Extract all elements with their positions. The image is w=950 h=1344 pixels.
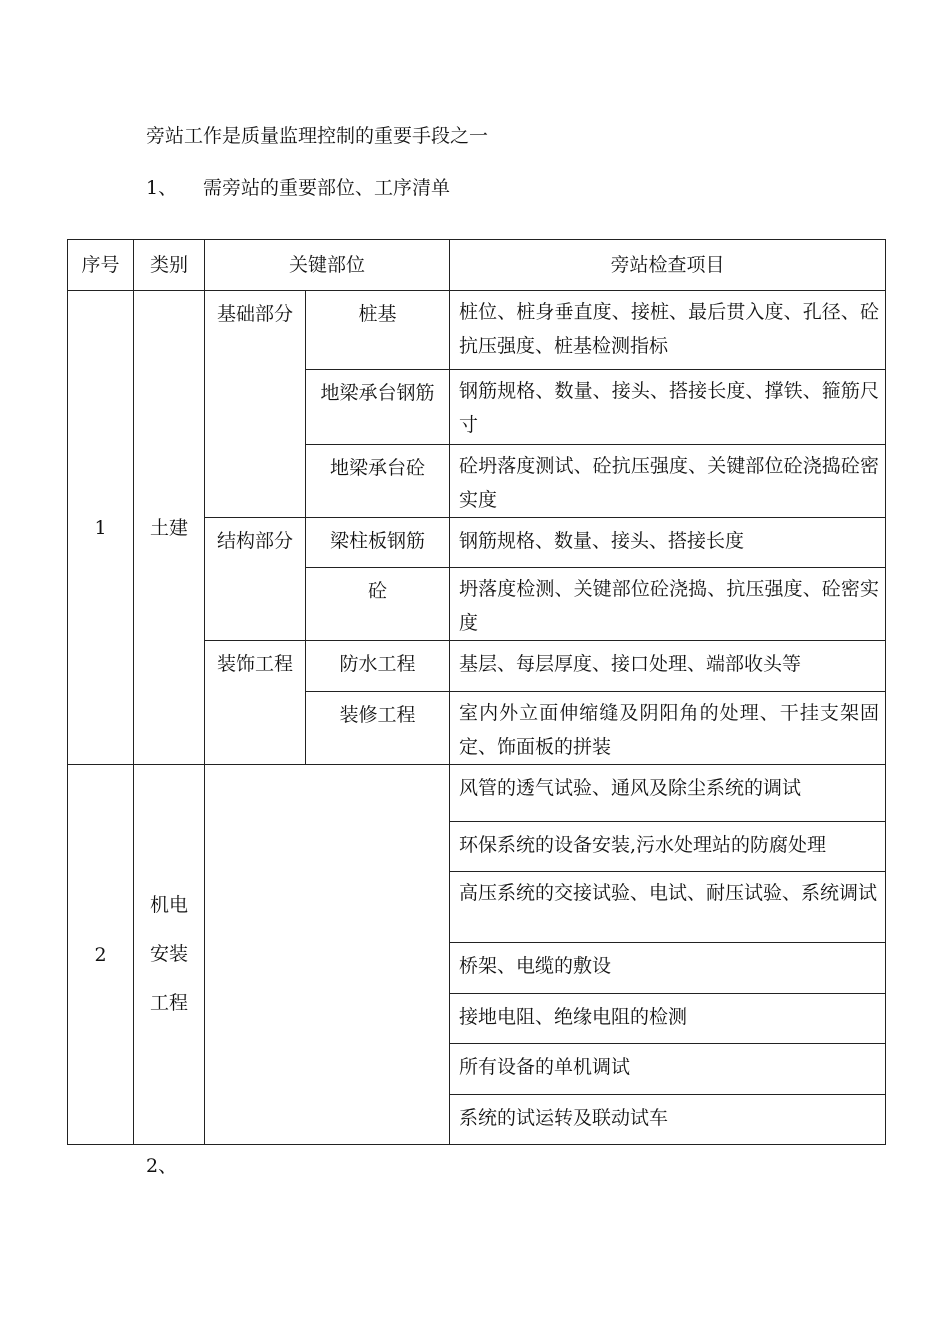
- group-1-category: 土建: [134, 291, 205, 765]
- group-2-key-part-empty: [205, 765, 450, 1145]
- subgroup-structure: 结构部分: [205, 518, 306, 641]
- inspection-items-cell: 室内外立面伸缩缝及阴阳角的处理、干挂支架固定、饰面板的拼装: [450, 692, 886, 765]
- key-part-cell: 梁柱板钢筋: [306, 518, 450, 568]
- inspection-items-cell: 风管的透气试验、通风及除尘系统的调试: [450, 765, 886, 822]
- key-part-cell: 装修工程: [306, 692, 450, 765]
- section-1-title: 需旁站的重要部位、工序清单: [203, 177, 451, 199]
- inspection-items-cell: 高压系统的交接试验、电试、耐压试验、系统调试: [450, 872, 886, 943]
- header-key-part: 关键部位: [205, 240, 450, 291]
- subgroup-decoration: 装饰工程: [205, 641, 306, 765]
- inspection-items-cell: 基层、每层厚度、接口处理、端部收头等: [450, 641, 886, 692]
- intro-paragraph: 旁站工作是质量监理控制的重要手段之一: [146, 125, 489, 147]
- table-header-row: [68, 240, 886, 291]
- table-row: [68, 291, 886, 370]
- inspection-items-cell: 坍落度检测、关键部位砼浇捣、抗压强度、砼密实度: [450, 568, 886, 641]
- inspection-items-cell: 所有设备的单机调试: [450, 1044, 886, 1095]
- inspection-items-cell: 钢筋规格、数量、接头、搭接长度、撑铁、箍筋尺寸: [450, 370, 886, 445]
- group-2-category-line: 安装: [149, 943, 188, 965]
- group-2-category-line: 机电: [149, 894, 188, 916]
- inspection-items-cell: 系统的试运转及联动试车: [450, 1095, 886, 1145]
- subgroup-foundation: 基础部分: [205, 291, 306, 518]
- section-1-number: 1、: [146, 177, 178, 199]
- group-1-seq: 1: [68, 291, 134, 765]
- key-part-cell: 地梁承台砼: [306, 445, 450, 518]
- group-2-seq: 2: [68, 765, 134, 1145]
- key-part-cell: 桩基: [306, 291, 450, 370]
- inspection-items-cell: 环保系统的设备安装,污水处理站的防腐处理: [450, 822, 886, 872]
- header-category: 类别: [134, 240, 205, 291]
- header-seq: 序号: [68, 240, 134, 291]
- header-inspection: 旁站检查项目: [450, 240, 886, 291]
- inspection-items-cell: 桩位、桩身垂直度、接桩、最后贯入度、孔径、砼抗压强度、桩基检测指标: [450, 291, 886, 370]
- key-part-cell: 地梁承台钢筋: [306, 370, 450, 445]
- key-part-cell: 砼: [306, 568, 450, 641]
- table-row: [68, 765, 886, 822]
- section-2-number: 2、: [146, 1155, 178, 1177]
- inspection-table: [67, 239, 886, 1145]
- inspection-items-cell: 桥架、电缆的敷设: [450, 943, 886, 994]
- inspection-items-cell: 钢筋规格、数量、接头、搭接长度: [450, 518, 886, 568]
- inspection-items-cell: 接地电阻、绝缘电阻的检测: [450, 994, 886, 1044]
- group-2-category-line: 工程: [149, 992, 188, 1014]
- group-2-category: [134, 765, 205, 1145]
- inspection-items-cell: 砼坍落度测试、砼抗压强度、关键部位砼浇捣砼密实度: [450, 445, 886, 518]
- key-part-cell: 防水工程: [306, 641, 450, 692]
